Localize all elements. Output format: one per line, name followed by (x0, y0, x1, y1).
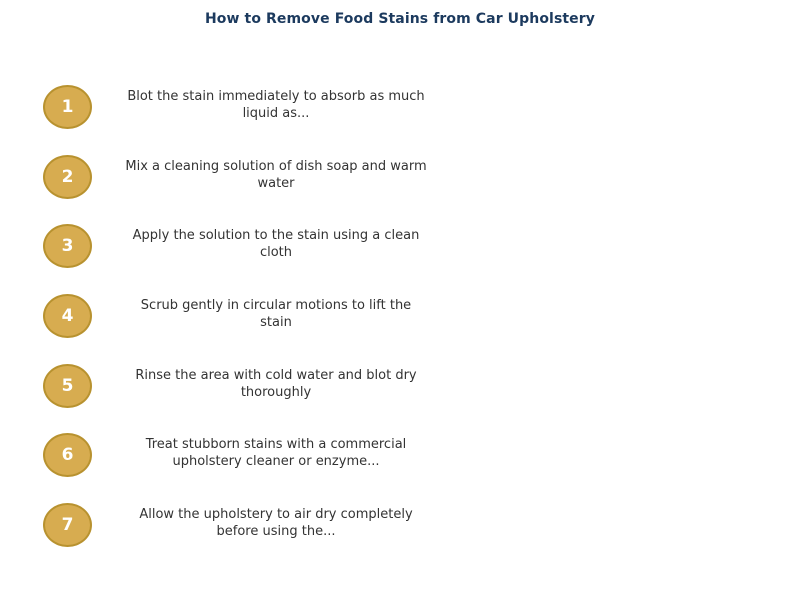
step-text-line-2: thoroughly (240, 385, 312, 400)
step-text-line-1: Rinse the area with cold water and blot dry (135, 368, 417, 383)
step-text-line-1: Mix a cleaning solution of dish soap and warm (125, 159, 427, 174)
step-text-line-1: Allow the upholstery to air dry completely (139, 507, 413, 522)
step-text-line-2: cloth (259, 245, 293, 260)
step-number-badge: 7 (43, 503, 92, 547)
step-text (120, 506, 432, 540)
step-number-badge: 4 (43, 294, 92, 338)
step-number-badge: 3 (43, 224, 92, 268)
step-text-line-1: Apply the solution to the stain using a clean (132, 228, 420, 243)
step-number-badge: 1 (43, 85, 92, 129)
step-item (0, 294, 800, 338)
step-text (120, 436, 432, 470)
step-text (120, 227, 432, 261)
step-item (0, 224, 800, 268)
step-text-line-2: stain (260, 315, 292, 330)
step-text-line-2: water (257, 176, 295, 191)
step-text-line-1: Scrub gently in circular motions to lift the (140, 298, 412, 313)
page-title: How to Remove Food Stains from Car Upholstery (204, 11, 596, 27)
step-text-line-2: before using the... (216, 524, 336, 539)
step-text (120, 88, 432, 122)
step-text (120, 158, 432, 192)
step-text-line-1: Treat stubborn stains with a commercial (145, 437, 407, 452)
step-item (0, 503, 800, 547)
step-text (120, 297, 432, 331)
step-text-line-2: liquid as... (242, 106, 310, 121)
step-number-badge: 6 (43, 433, 92, 477)
step-number-badge: 2 (43, 155, 92, 199)
step-item (0, 155, 800, 199)
step-number-badge: 5 (43, 364, 92, 408)
step-item (0, 364, 800, 408)
step-item (0, 433, 800, 477)
step-text-line-2: upholstery cleaner or enzyme... (172, 454, 380, 469)
step-text-line-1: Blot the stain immediately to absorb as much (127, 89, 425, 104)
step-text (120, 367, 432, 401)
step-item (0, 85, 800, 129)
